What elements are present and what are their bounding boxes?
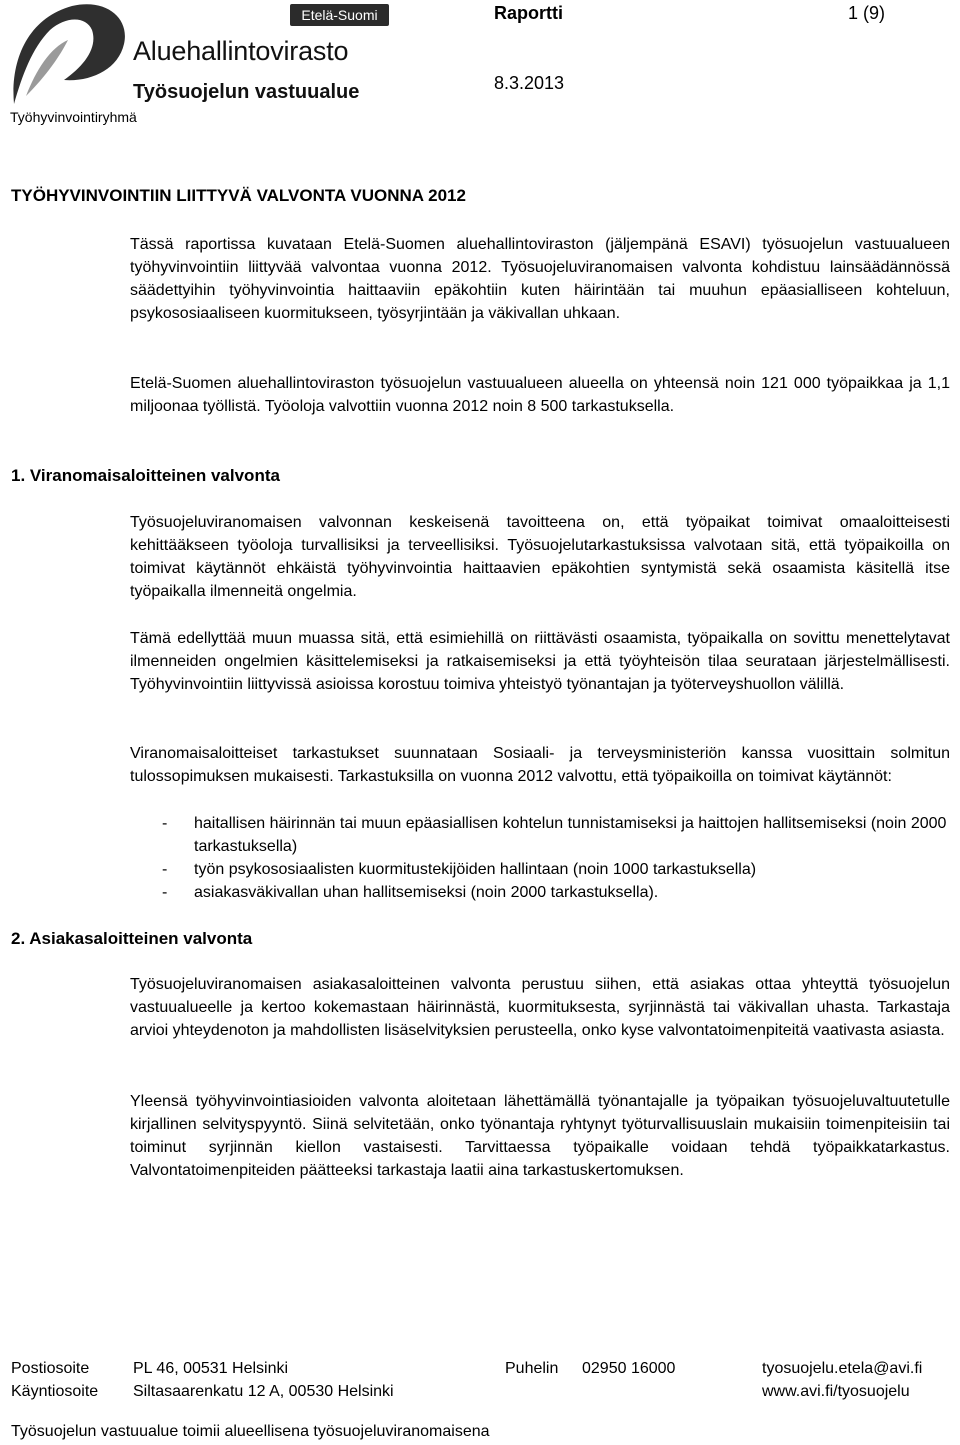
- section-1-heading: 1. Viranomaisaloitteinen valvonta: [11, 466, 280, 485]
- list-dash: -: [162, 884, 168, 901]
- region-badge: Etelä-Suomi: [290, 4, 389, 26]
- visit-label: Käyntiosoite: [11, 1383, 99, 1400]
- list-item: [162, 812, 950, 858]
- intro-paragraph-2: Etelä-Suomen aluehallintoviraston työsuojelun vastuualueen alueella on yhteensä noin 121 000 työpaikkaa ja 1,1 miljoonaa työllistä. Työoloja valvottiin vuonna 2012 noin 8 500 tarkastuksella.: [130, 375, 950, 415]
- section-1-paragraph-3: Viranomaisaloitteiset tarkastukset suunnataan Sosiaali- ja terveysministeriön kanssa vuosittain solmitun tulossopimuksen mukaisesti. Tarkastuksilla on vuonna 2012 valvottu, että työpaikoilla on toimivat käytännöt:: [130, 745, 950, 785]
- section-2-paragraph-1: Työsuojeluviranomaisen asiakasaloitteinen valvonta perustuu siihen, että asiakas ottaa yhteyttä työsuojelun vastuualueelle ja kertoo kokemastaan häirinnästä, kuormituksesta, syrjinnästä tai väkivallan uhasta. Tarkastaja arvioi yhteydenoton ja mahdollisten lisäselvityksien perusteella, onko kyse valvontatoimenpiteitä vaativasta asiasta.: [130, 976, 950, 1039]
- page-title: TYÖHYVINVOINTIIN LIITTYVÄ VALVONTA VUONNA 2012: [11, 186, 466, 205]
- organization-name: Aluehallintovirasto: [133, 36, 349, 66]
- group-name: Työhyvinvointiryhmä: [10, 109, 137, 125]
- avi-logo-icon: [6, 0, 131, 108]
- inspection-list: [162, 812, 950, 904]
- organization-unit: Työsuojelun vastuualue: [133, 81, 360, 103]
- phone-label: Puhelin: [505, 1360, 559, 1377]
- document-date: 8.3.2013: [494, 73, 565, 93]
- section-2-paragraph-2: Yleensä työhyvinvointiasioiden valvonta aloitetaan lähettämällä työnantajalle ja työpaikan työsuojeluvaltuutetulle kirjallinen selvityspyyntö. Siinä selvitetään, onko työnantaja ryhtynyt työturvallisuuslain mukaisiin toimenpiteisiin tai toiminut syrjinnän kiellon vastaisesti. Tarvittaessa työpaikalle voidaan tehdä työpaikkatarkastus. Valvontatoimenpiteiden päätteeksi tarkastaja laatii aina tarkastuskertomuksen.: [130, 1093, 950, 1179]
- postal-label: Postiosoite: [11, 1360, 90, 1377]
- page-number: 1 (9): [848, 3, 886, 23]
- list-dash: -: [162, 861, 168, 878]
- list-item: [162, 881, 950, 904]
- section-1-paragraph-1: Työsuojeluviranomaisen valvonnan keskeisenä tavoitteena on, että työpaikat toimivat omaaloitteisesti kehittääkseen työoloja turvallisiksi ja terveellisiksi. Työsuojelutarkastuksissa valvotaan sitä, että työpaikoilla on toimivat käytännöt ehkäistä työhyvinvointia haittaavien epäkohtien syntymistä sekä osaamista käsitellä itse työpaikalla ilmenneitä ongelmia.: [130, 514, 950, 600]
- visit-address: Siltasaarenkatu 12 A, 00530 Helsinki: [133, 1383, 394, 1400]
- intro-paragraph-1: Tässä raportissa kuvataan Etelä-Suomen aluehallintoviraston (jäljempänä ESAVI) työsuojelun vastuualueen työhyvinvointiin liittyvää valvontaa vuonna 2012. Työsuojeluviranomaisen valvonta kohdistuu lainsäädännössä säädettyihin työhyvinvointia haittaaviin epäkohtiin kuten häirintään tai muuhun epäasialliseen kohteluun, psykososiaaliseen kuormitukseen, työsyrjintään ja väkivallan uhkaan.: [130, 236, 950, 322]
- phone-number: 02950 16000: [582, 1360, 676, 1377]
- list-item-text: haitallisen häirinnän tai muun epäasiallisen kohtelun tunnistamiseksi ja haittojen hallitsemiseksi (noin 2000 tarkastuksella): [194, 815, 947, 855]
- footer-note: Työsuojelun vastuualue toimii alueellisena työsuojeluviranomaisena: [11, 1423, 490, 1440]
- section-2-heading: 2. Asiakasaloitteinen valvonta: [11, 929, 253, 948]
- section-1-paragraph-2: Tämä edellyttää muun muassa sitä, että esimiehillä on riittävästi osaamista, työpaikalla on sovittu menettelytavat ilmenneiden ongelmien käsittelemiseksi ja ratkaisemiseksi ja että työyhteisön tilaa seurataan järjestelmällisesti. Työhyvinvointiin liittyvissä asioissa korostuu toimiva yhteistyö työnantajan ja työterveyshuollon välillä.: [130, 630, 950, 693]
- list-dash: -: [162, 815, 168, 832]
- document-type: Raportti: [494, 3, 563, 23]
- list-item-text: asiakasväkivallan uhan hallitsemiseksi (noin 2000 tarkastuksella).: [194, 884, 659, 901]
- list-item-text: työn psykososiaalisten kuormitustekijöiden hallintaan (noin 1000 tarkastuksella): [194, 861, 757, 878]
- email-link[interactable]: tyosuojelu.etela@avi.fi: [762, 1360, 923, 1377]
- website-link[interactable]: www.avi.fi/tyosuojelu: [762, 1383, 910, 1400]
- list-item: [162, 858, 950, 881]
- postal-address: PL 46, 00531 Helsinki: [133, 1360, 289, 1377]
